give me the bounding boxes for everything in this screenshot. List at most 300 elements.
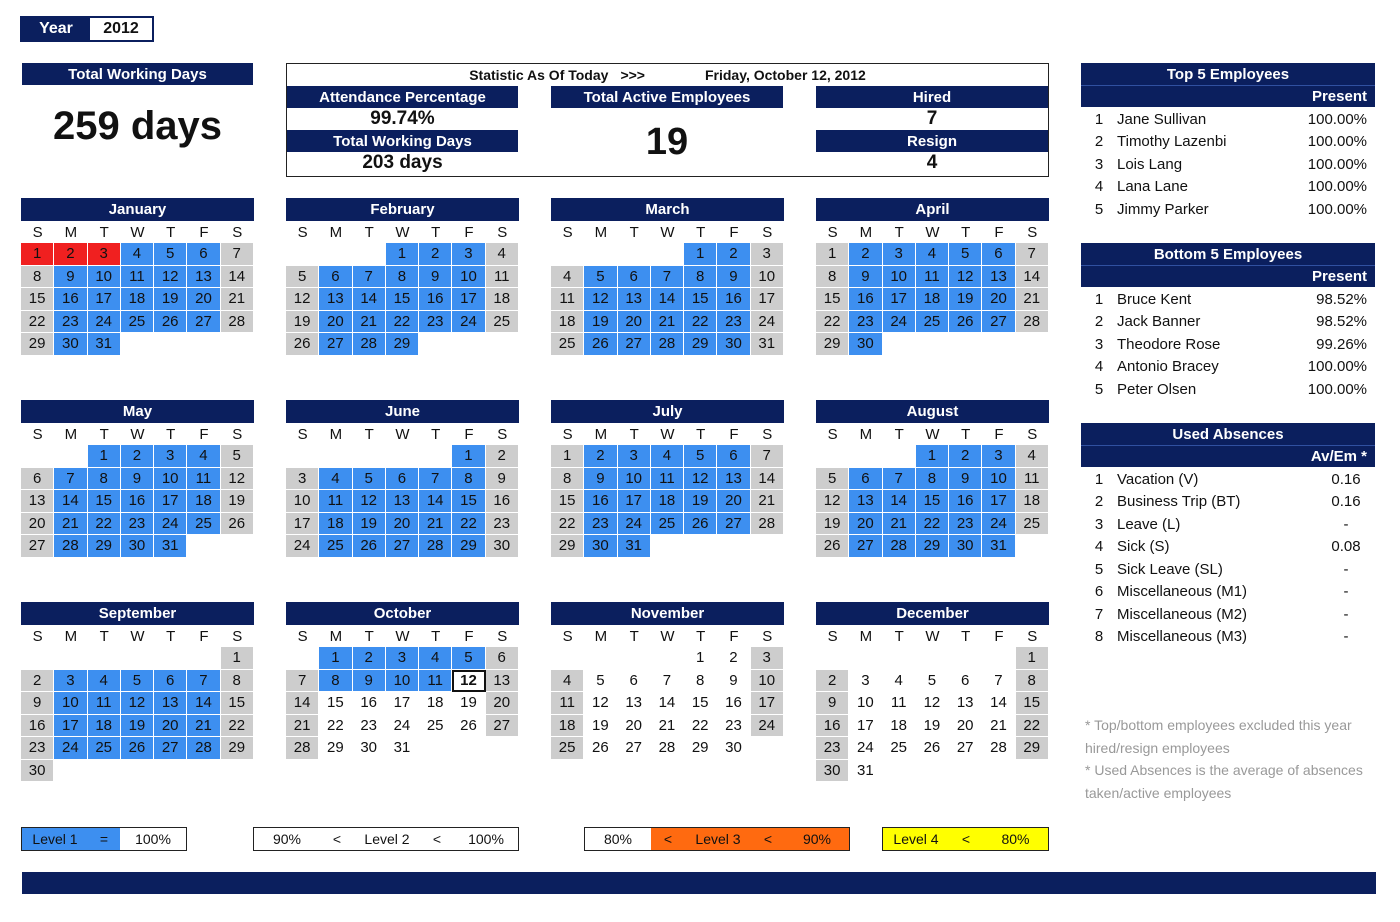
day-cell[interactable]: 23 [949,513,982,536]
day-cell[interactable]: 26 [684,513,717,536]
day-cell[interactable]: 8 [221,670,254,693]
day-cell[interactable]: 27 [319,333,352,356]
day-cell[interactable]: 10 [883,266,916,289]
day-cell[interactable]: 20 [618,715,651,738]
day-cell[interactable]: 7 [187,670,220,693]
day-cell[interactable]: 2 [717,243,750,266]
day-cell[interactable]: 9 [419,266,452,289]
day-cell[interactable]: 22 [319,715,352,738]
day-cell[interactable]: 6 [949,670,982,693]
day-cell[interactable]: 1 [684,647,717,670]
day-cell[interactable]: 21 [419,513,452,536]
day-cell[interactable]: 20 [187,288,220,311]
day-cell[interactable]: 27 [982,311,1015,334]
day-cell[interactable]: 14 [1016,266,1049,289]
day-cell[interactable]: 19 [816,513,849,536]
day-cell[interactable]: 3 [286,468,319,491]
day-cell[interactable]: 3 [751,647,784,670]
day-cell[interactable]: 5 [221,445,254,468]
day-cell[interactable]: 5 [684,445,717,468]
day-cell[interactable]: 21 [187,715,220,738]
day-cell[interactable]: 7 [883,468,916,491]
day-cell[interactable]: 17 [452,288,485,311]
day-cell[interactable]: 23 [353,715,386,738]
day-cell[interactable]: 18 [319,513,352,536]
day-cell[interactable]: 18 [551,311,584,334]
day-cell[interactable]: 2 [54,243,87,266]
day-cell[interactable]: 4 [883,670,916,693]
day-cell[interactable]: 12 [452,670,485,693]
day-cell[interactable]: 5 [286,266,319,289]
day-cell[interactable]: 22 [684,715,717,738]
day-cell[interactable]: 6 [154,670,187,693]
day-cell[interactable]: 27 [21,535,54,558]
day-cell[interactable]: 17 [618,490,651,513]
day-cell[interactable]: 24 [849,737,882,760]
day-cell[interactable]: 28 [651,333,684,356]
day-cell[interactable]: 21 [651,311,684,334]
day-cell[interactable]: 12 [584,692,617,715]
day-cell[interactable]: 10 [849,692,882,715]
day-cell[interactable]: 4 [1016,445,1049,468]
day-cell[interactable]: 5 [121,670,154,693]
day-cell[interactable]: 23 [486,513,519,536]
day-cell[interactable]: 15 [452,490,485,513]
day-cell[interactable]: 16 [121,490,154,513]
day-cell[interactable]: 4 [88,670,121,693]
day-cell[interactable]: 9 [121,468,154,491]
day-cell[interactable]: 25 [319,535,352,558]
day-cell[interactable]: 6 [187,243,220,266]
day-cell[interactable]: 10 [751,670,784,693]
day-cell[interactable]: 10 [154,468,187,491]
day-cell[interactable]: 3 [452,243,485,266]
day-cell[interactable]: 25 [419,715,452,738]
day-cell[interactable]: 31 [618,535,651,558]
day-cell[interactable]: 8 [452,468,485,491]
day-cell[interactable]: 23 [121,513,154,536]
day-cell[interactable]: 17 [154,490,187,513]
day-cell[interactable]: 18 [916,288,949,311]
day-cell[interactable]: 13 [319,288,352,311]
day-cell[interactable]: 27 [717,513,750,536]
day-cell[interactable]: 19 [154,288,187,311]
day-cell[interactable]: 18 [486,288,519,311]
day-cell[interactable]: 16 [949,490,982,513]
day-cell[interactable]: 31 [88,333,121,356]
day-cell[interactable]: 8 [21,266,54,289]
day-cell[interactable]: 22 [21,311,54,334]
day-cell[interactable]: 3 [751,243,784,266]
day-cell[interactable]: 13 [21,490,54,513]
day-cell[interactable]: 9 [717,266,750,289]
day-cell[interactable]: 24 [982,513,1015,536]
day-cell[interactable]: 29 [816,333,849,356]
day-cell[interactable]: 2 [419,243,452,266]
day-cell[interactable]: 16 [21,715,54,738]
day-cell[interactable]: 19 [584,715,617,738]
day-cell[interactable]: 22 [916,513,949,536]
day-cell[interactable]: 24 [452,311,485,334]
day-cell[interactable]: 8 [816,266,849,289]
year-selector[interactable] [20,16,154,42]
day-cell[interactable]: 24 [883,311,916,334]
day-cell[interactable]: 4 [651,445,684,468]
day-cell[interactable]: 25 [187,513,220,536]
day-cell[interactable]: 28 [651,737,684,760]
day-cell[interactable]: 16 [419,288,452,311]
day-cell[interactable]: 3 [982,445,1015,468]
day-cell[interactable]: 15 [21,288,54,311]
day-cell[interactable]: 13 [717,468,750,491]
day-cell[interactable]: 8 [319,670,352,693]
day-cell[interactable]: 10 [751,266,784,289]
day-cell[interactable]: 23 [419,311,452,334]
day-cell[interactable]: 1 [916,445,949,468]
day-cell[interactable]: 6 [982,243,1015,266]
day-cell[interactable]: 4 [319,468,352,491]
day-cell[interactable]: 8 [684,266,717,289]
day-cell[interactable]: 31 [386,737,419,760]
day-cell[interactable]: 15 [221,692,254,715]
day-cell[interactable]: 23 [816,737,849,760]
day-cell[interactable]: 14 [982,692,1015,715]
day-cell[interactable]: 23 [584,513,617,536]
day-cell[interactable]: 25 [883,737,916,760]
day-cell[interactable]: 3 [618,445,651,468]
day-cell[interactable]: 19 [452,692,485,715]
day-cell[interactable]: 13 [849,490,882,513]
day-cell[interactable]: 10 [54,692,87,715]
day-cell[interactable]: 15 [916,490,949,513]
day-cell[interactable]: 19 [949,288,982,311]
day-cell[interactable]: 29 [88,535,121,558]
day-cell[interactable]: 3 [54,670,87,693]
day-cell[interactable]: 8 [684,670,717,693]
day-cell[interactable]: 5 [353,468,386,491]
day-cell[interactable]: 17 [849,715,882,738]
day-cell[interactable]: 6 [618,670,651,693]
day-cell[interactable]: 24 [154,513,187,536]
day-cell[interactable]: 3 [883,243,916,266]
day-cell[interactable]: 7 [1016,243,1049,266]
day-cell[interactable]: 30 [121,535,154,558]
day-cell[interactable]: 7 [353,266,386,289]
day-cell[interactable]: 16 [717,288,750,311]
day-cell[interactable]: 20 [717,490,750,513]
day-cell[interactable]: 3 [154,445,187,468]
day-cell[interactable]: 6 [21,468,54,491]
day-cell[interactable]: 8 [551,468,584,491]
day-cell[interactable]: 1 [21,243,54,266]
day-cell[interactable]: 10 [452,266,485,289]
day-cell[interactable]: 26 [584,333,617,356]
day-cell[interactable]: 4 [551,266,584,289]
day-cell[interactable]: 9 [849,266,882,289]
day-cell[interactable]: 9 [717,670,750,693]
day-cell[interactable]: 19 [916,715,949,738]
day-cell[interactable]: 26 [121,737,154,760]
day-cell[interactable]: 29 [386,333,419,356]
day-cell[interactable]: 9 [949,468,982,491]
day-cell[interactable]: 24 [286,535,319,558]
day-cell[interactable]: 29 [684,333,717,356]
day-cell[interactable]: 31 [849,760,882,783]
day-cell[interactable]: 23 [717,715,750,738]
day-cell[interactable]: 19 [121,715,154,738]
day-cell[interactable]: 15 [1016,692,1049,715]
day-cell[interactable]: 26 [816,535,849,558]
day-cell[interactable]: 10 [982,468,1015,491]
day-cell[interactable]: 26 [286,333,319,356]
day-cell[interactable]: 28 [982,737,1015,760]
day-cell[interactable]: 16 [849,288,882,311]
day-cell[interactable]: 7 [54,468,87,491]
day-cell[interactable]: 27 [618,333,651,356]
day-cell[interactable]: 12 [584,288,617,311]
day-cell[interactable]: 17 [751,288,784,311]
day-cell[interactable]: 20 [319,311,352,334]
day-cell[interactable]: 26 [916,737,949,760]
day-cell[interactable]: 12 [949,266,982,289]
day-cell[interactable]: 28 [353,333,386,356]
day-cell[interactable]: 24 [751,311,784,334]
day-cell[interactable]: 1 [386,243,419,266]
day-cell[interactable]: 12 [684,468,717,491]
day-cell[interactable]: 11 [121,266,154,289]
day-cell[interactable]: 27 [386,535,419,558]
day-cell[interactable]: 14 [883,490,916,513]
day-cell[interactable]: 11 [419,670,452,693]
day-cell[interactable]: 7 [751,445,784,468]
day-cell[interactable]: 10 [386,670,419,693]
day-cell[interactable]: 8 [88,468,121,491]
day-cell[interactable]: 11 [651,468,684,491]
day-cell[interactable]: 12 [286,288,319,311]
day-cell[interactable]: 30 [717,737,750,760]
day-cell[interactable]: 15 [551,490,584,513]
day-cell[interactable]: 16 [584,490,617,513]
day-cell[interactable]: 2 [849,243,882,266]
day-cell[interactable]: 8 [916,468,949,491]
day-cell[interactable]: 21 [221,288,254,311]
day-cell[interactable]: 2 [816,670,849,693]
day-cell[interactable]: 22 [1016,715,1049,738]
day-cell[interactable]: 29 [21,333,54,356]
day-cell[interactable]: 17 [88,288,121,311]
day-cell[interactable]: 30 [717,333,750,356]
day-cell[interactable]: 13 [618,288,651,311]
day-cell[interactable]: 29 [452,535,485,558]
day-cell[interactable]: 21 [651,715,684,738]
day-cell[interactable]: 30 [849,333,882,356]
day-cell[interactable]: 7 [651,266,684,289]
day-cell[interactable]: 1 [88,445,121,468]
day-cell[interactable]: 12 [816,490,849,513]
day-cell[interactable]: 5 [916,670,949,693]
day-cell[interactable]: 18 [88,715,121,738]
day-cell[interactable]: 4 [486,243,519,266]
day-cell[interactable]: 20 [849,513,882,536]
day-cell[interactable]: 30 [54,333,87,356]
day-cell[interactable]: 20 [386,513,419,536]
day-cell[interactable]: 2 [717,647,750,670]
day-cell[interactable]: 21 [982,715,1015,738]
day-cell[interactable]: 2 [486,445,519,468]
day-cell[interactable]: 26 [584,737,617,760]
day-cell[interactable]: 21 [883,513,916,536]
day-cell[interactable]: 21 [1016,288,1049,311]
day-cell[interactable]: 6 [717,445,750,468]
day-cell[interactable]: 27 [618,737,651,760]
day-cell[interactable]: 9 [486,468,519,491]
day-cell[interactable]: 15 [684,692,717,715]
day-cell[interactable]: 23 [54,311,87,334]
day-cell[interactable]: 26 [154,311,187,334]
day-cell[interactable]: 1 [1016,647,1049,670]
day-cell[interactable]: 30 [584,535,617,558]
day-cell[interactable]: 14 [187,692,220,715]
day-cell[interactable]: 29 [1016,737,1049,760]
day-cell[interactable]: 25 [551,737,584,760]
day-cell[interactable]: 30 [816,760,849,783]
day-cell[interactable]: 26 [221,513,254,536]
day-cell[interactable]: 7 [651,670,684,693]
day-cell[interactable]: 21 [751,490,784,513]
day-cell[interactable]: 13 [486,670,519,693]
day-cell[interactable]: 19 [684,490,717,513]
day-cell[interactable]: 19 [286,311,319,334]
day-cell[interactable]: 27 [187,311,220,334]
day-cell[interactable]: 17 [883,288,916,311]
day-cell[interactable]: 14 [419,490,452,513]
day-cell[interactable]: 27 [949,737,982,760]
day-cell[interactable]: 5 [949,243,982,266]
day-cell[interactable]: 18 [1016,490,1049,513]
day-cell[interactable]: 17 [982,490,1015,513]
day-cell[interactable]: 12 [154,266,187,289]
day-cell[interactable]: 26 [452,715,485,738]
day-cell[interactable]: 15 [319,692,352,715]
day-cell[interactable]: 13 [618,692,651,715]
day-cell[interactable]: 12 [916,692,949,715]
day-cell[interactable]: 1 [551,445,584,468]
day-cell[interactable]: 25 [551,333,584,356]
day-cell[interactable]: 11 [88,692,121,715]
day-cell[interactable]: 28 [883,535,916,558]
day-cell[interactable]: 4 [187,445,220,468]
day-cell[interactable]: 30 [486,535,519,558]
day-cell[interactable]: 8 [1016,670,1049,693]
day-cell[interactable]: 11 [1016,468,1049,491]
day-cell[interactable]: 25 [1016,513,1049,536]
day-cell[interactable]: 17 [386,692,419,715]
day-cell[interactable]: 6 [319,266,352,289]
day-cell[interactable]: 11 [916,266,949,289]
day-cell[interactable]: 22 [88,513,121,536]
day-cell[interactable]: 18 [419,692,452,715]
day-cell[interactable]: 13 [386,490,419,513]
day-cell[interactable]: 22 [452,513,485,536]
day-cell[interactable]: 15 [386,288,419,311]
day-cell[interactable]: 11 [551,692,584,715]
day-cell[interactable]: 28 [419,535,452,558]
day-cell[interactable]: 11 [883,692,916,715]
day-cell[interactable]: 10 [286,490,319,513]
year-value[interactable]: 2012 [90,18,152,40]
day-cell[interactable]: 13 [187,266,220,289]
day-cell[interactable]: 28 [54,535,87,558]
day-cell[interactable]: 20 [486,692,519,715]
day-cell[interactable]: 15 [684,288,717,311]
day-cell[interactable]: 16 [717,692,750,715]
day-cell[interactable]: 28 [1016,311,1049,334]
day-cell[interactable]: 3 [386,647,419,670]
day-cell[interactable]: 23 [849,311,882,334]
day-cell[interactable]: 13 [982,266,1015,289]
day-cell[interactable]: 24 [618,513,651,536]
day-cell[interactable]: 5 [154,243,187,266]
day-cell[interactable]: 21 [353,311,386,334]
day-cell[interactable]: 28 [751,513,784,536]
day-cell[interactable]: 17 [751,692,784,715]
day-cell[interactable]: 16 [816,715,849,738]
day-cell[interactable]: 3 [849,670,882,693]
day-cell[interactable]: 23 [717,311,750,334]
day-cell[interactable]: 9 [21,692,54,715]
day-cell[interactable]: 22 [551,513,584,536]
day-cell[interactable]: 8 [386,266,419,289]
day-cell[interactable]: 29 [221,737,254,760]
day-cell[interactable]: 26 [353,535,386,558]
day-cell[interactable]: 30 [949,535,982,558]
day-cell[interactable]: 21 [286,715,319,738]
day-cell[interactable]: 30 [353,737,386,760]
day-cell[interactable]: 11 [187,468,220,491]
day-cell[interactable]: 7 [419,468,452,491]
day-cell[interactable]: 12 [221,468,254,491]
day-cell[interactable]: 4 [916,243,949,266]
day-cell[interactable]: 12 [121,692,154,715]
day-cell[interactable]: 29 [916,535,949,558]
day-cell[interactable]: 14 [54,490,87,513]
day-cell[interactable]: 24 [54,737,87,760]
day-cell[interactable]: 23 [21,737,54,760]
day-cell[interactable]: 25 [88,737,121,760]
day-cell[interactable]: 9 [353,670,386,693]
day-cell[interactable]: 16 [54,288,87,311]
day-cell[interactable]: 10 [618,468,651,491]
day-cell[interactable]: 22 [386,311,419,334]
day-cell[interactable]: 31 [982,535,1015,558]
day-cell[interactable]: 5 [584,670,617,693]
day-cell[interactable]: 5 [452,647,485,670]
day-cell[interactable]: 22 [684,311,717,334]
day-cell[interactable]: 9 [54,266,87,289]
day-cell[interactable]: 2 [21,670,54,693]
day-cell[interactable]: 14 [221,266,254,289]
day-cell[interactable]: 20 [982,288,1015,311]
day-cell[interactable]: 27 [849,535,882,558]
day-cell[interactable]: 17 [54,715,87,738]
day-cell[interactable]: 13 [949,692,982,715]
day-cell[interactable]: 21 [54,513,87,536]
day-cell[interactable]: 20 [154,715,187,738]
day-cell[interactable]: 1 [452,445,485,468]
day-cell[interactable]: 28 [221,311,254,334]
day-cell[interactable]: 29 [319,737,352,760]
day-cell[interactable]: 18 [121,288,154,311]
